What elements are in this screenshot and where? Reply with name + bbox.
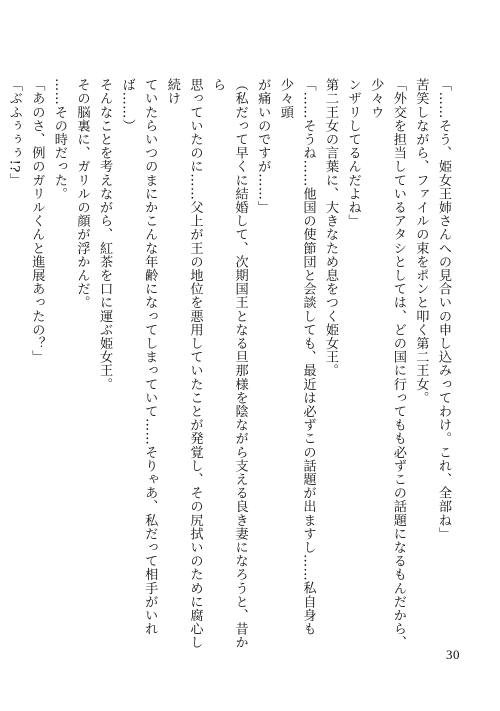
vertical-text-body <box>0 78 454 658</box>
text-line <box>0 78 2 658</box>
text-line: 苦笑しながら、ファイルの束をポンと叩く第二王女。 <box>413 78 429 405</box>
text-line: ンザリしてるんだよね」 <box>345 78 361 228</box>
text-line: 「外交を担当しているアタシとしては、どの国に行ってもも必ずこの話題になるもんだから、少々ウ <box>368 78 406 650</box>
text-line: 「あのさ、例のガリルくんと進展あったの？」 <box>29 78 45 364</box>
text-line: そんなことを考えながら、紅茶を口に運ぶ姫女王。 <box>97 78 113 391</box>
text-line: 第二王女の言葉に、大きなため息をつく姫女王。 <box>323 78 339 378</box>
text-line: 「……そう、姫女王姉さんへの見合いの申し込みってわけ。これ、全部ね」 <box>436 78 451 541</box>
text-line: 「……そうね……他国の使節団と会談しても、最近は必ずこの話題が出ますし……私自身も少々頭 <box>277 78 316 636</box>
page-number: 30 <box>446 647 460 662</box>
text-line: ……その時だった。 <box>51 78 67 201</box>
text-line: ていたらいつのまにかこんな年齢になってしまっていて……そりゃあ、私だって相手がいれば……） <box>119 78 158 636</box>
text-line: （私だって早くに結婚して、次期国王となる旦那様を陰ながら支える良き妻になろうと、昔から <box>210 78 248 650</box>
text-line: が痛いのですが……」 <box>255 78 271 214</box>
text-line: 「ぶふぅぅぅ!?」 <box>6 78 22 187</box>
text-line: その脳裏に、ガリルの顔が浮かんだ。 <box>74 78 90 310</box>
text-line: 思っていたのに……父上が王の地位を悪用していたことが発覚し、その尻拭いのために腐心し続け <box>164 78 203 650</box>
